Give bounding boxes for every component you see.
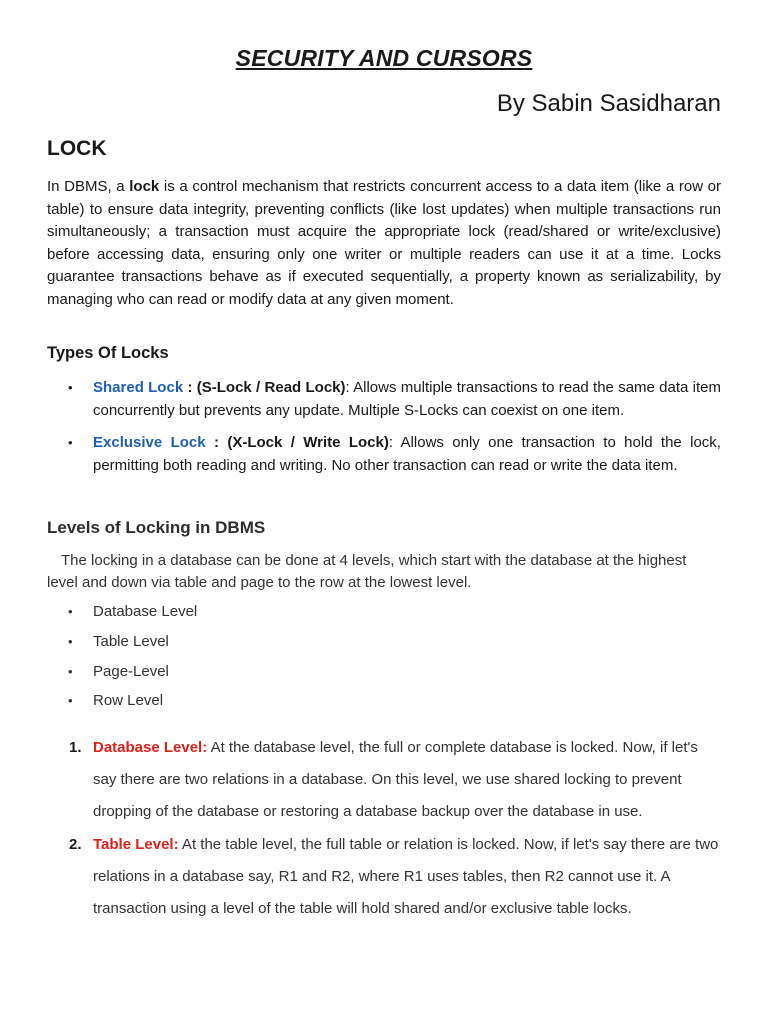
- lock-para-bold: lock: [129, 178, 160, 195]
- lock-type-text: : Allows multiple transactions to read the same data item concurrently but prevents any update. Multiple S-Locks can coexist on one item.: [93, 379, 721, 419]
- levels-heading: Levels of Locking in DBMS: [47, 518, 266, 537]
- levels-intro: [47, 550, 721, 593]
- level-text: At the database level, the full or complete database is locked. Now, if let's say there are two relations in a database. On this level, we use shared locking to prevent dropping of the database or restoring a database backup over the database in use.: [93, 739, 698, 821]
- level-label: Table Level: [93, 632, 169, 650]
- author-line: By Sabin Sasidharan: [496, 90, 721, 117]
- lock-type-detail: : (X-Lock / Write Lock): [205, 434, 389, 452]
- document-title: SECURITY AND CURSORS: [235, 45, 533, 71]
- list-item: [47, 377, 721, 422]
- bullet: •: [68, 435, 73, 451]
- list-item: [47, 432, 721, 477]
- level-name: Database Level: [93, 739, 203, 756]
- types-heading: Types Of Locks: [47, 344, 169, 362]
- level-colon: :: [173, 835, 179, 853]
- bullet: •: [68, 663, 73, 679]
- lock-paragraph: [47, 176, 721, 312]
- lock-para-rest: is a control mechanism that restricts concurrent access to a data item (like a row or table) to ensure data integrity, preventing conflicts (like lost updates) when multiple transactions run simultaneously; a transaction must acquire the appropriate lock (read/shared or write/exclusive) before accessing data, ensuring only one writer or multiple readers can use it at a time. Locks guarantee transactions behave as if executed sequentially, a property known as serializability, by managing who can read or modify data at any given moment.: [47, 178, 721, 308]
- lock-type-name: Shared Lock: [93, 379, 184, 396]
- list-item: [47, 732, 721, 829]
- level-label: Page-Level: [93, 662, 169, 680]
- bullet: •: [68, 633, 73, 649]
- level-name: Table Level: [93, 835, 174, 853]
- levels-numbered-list: [47, 732, 721, 925]
- list-item: [47, 631, 197, 661]
- bullet: •: [68, 380, 73, 395]
- bullet: •: [68, 693, 73, 709]
- list-item: [47, 601, 197, 631]
- item-number: 2.: [69, 835, 82, 853]
- lock-type-name: Exclusive Lock: [93, 434, 206, 452]
- list-item: [47, 829, 721, 926]
- item-number: 1.: [69, 739, 82, 756]
- level-label: Row Level: [93, 692, 164, 710]
- types-list: [47, 377, 721, 487]
- levels-intro-text: The locking in a database can be done at 4 levels, which start with the database at the highest level and down via table and page to the row at the lowest level.: [47, 552, 687, 591]
- lock-type-detail: : (S-Lock / Read Lock): [183, 379, 346, 396]
- lock-heading: LOCK: [47, 137, 107, 160]
- levels-list: [47, 601, 197, 720]
- lock-type-text: : Allows only one transaction to hold the lock, permitting both reading and writing. No other transaction can read or write the data item.: [93, 434, 721, 474]
- level-label: Database Level: [93, 603, 198, 620]
- list-item: [47, 661, 197, 691]
- list-item: [47, 690, 197, 720]
- bullet: •: [68, 604, 73, 619]
- level-text: At the table level, the full table or relation is locked. Now, if let's say there are two relations in a database say, R1 and R2, where R1 uses tables, then R2 cannot use it. A transaction using a level of the table will hold shared and/or exclusive table locks.: [93, 835, 719, 918]
- lock-para-start: In DBMS, a: [47, 178, 130, 195]
- level-colon: :: [202, 739, 208, 756]
